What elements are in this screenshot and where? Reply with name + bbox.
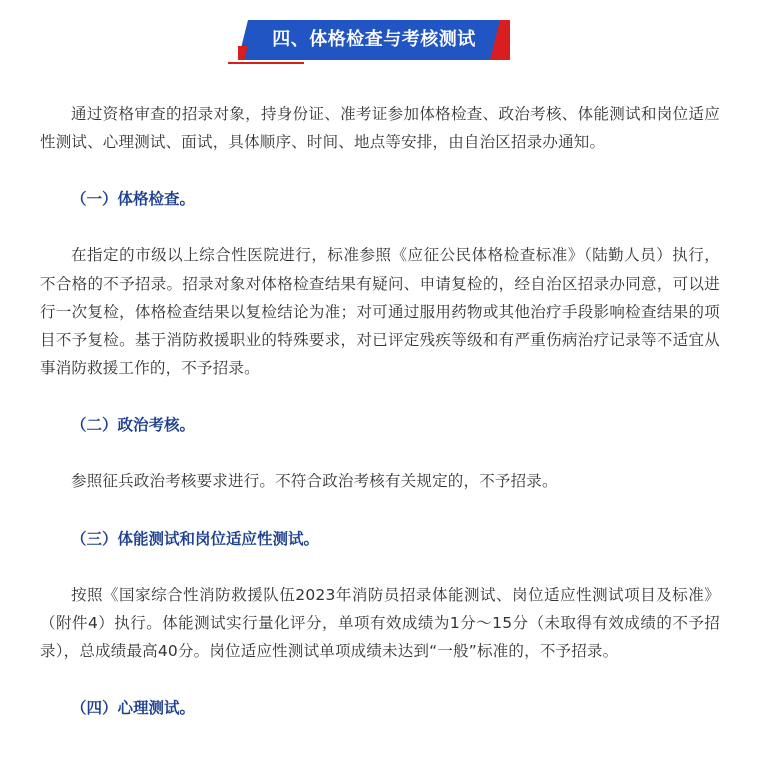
- section-banner: [238, 20, 510, 60]
- physical-exam-paragraph: 在指定的市级以上综合性医院进行，标准参照《应征公民体格检查标准》（陆勤人员）执行，不合格的不予招录。招录对象对体格检查结果有疑问、申请复检的，经自治区招录办同意，可以进行一次复检，体格检查结果以复检结论为准；对可通过服用药物或其他治疗手段影响检查结果的项目不予复检。基于消防救援职业的特殊要求，对已评定残疾等级和有严重伤病治疗记录等不适宜从事消防救援工作的，不予招录。: [40, 246, 720, 378]
- document-body: [40, 100, 720, 722]
- subsection-heading-fitness-test: （三）体能测试和岗位适应性测试。: [71, 529, 320, 548]
- intro-paragraph: 通过资格审查的招录对象，持身份证、准考证参加体格检查、政治考核、体能测试和岗位适应性测试、心理测试、面试，具体顺序、时间、地点等安排，由自治区招录办通知。: [40, 105, 720, 152]
- subsection-heading-psych-test: （四）心理测试。: [71, 699, 196, 718]
- subsection-heading-political-review: （二）政治考核。: [71, 416, 196, 435]
- fitness-test-paragraph: 按照《国家综合性消防救援队伍2023年消防员招录体能测试、岗位适应性测试项目及标准》（附件4）执行。体能测试实行量化评分，单项有效成绩为1分～15分（未取得有效成绩的不予招录），总成绩最高40分。岗位适应性测试单项成绩未达到“一般”标准的，不予招录。: [40, 585, 720, 661]
- subsection-heading-physical-exam: （一）体格检查。: [71, 190, 196, 209]
- banner-underline: [228, 62, 304, 64]
- political-review-paragraph: 参照征兵政治考核要求进行。不符合政治考核有关规定的，不予招录。: [71, 472, 558, 491]
- section-heading: 四、体格检查与考核测试: [272, 29, 476, 50]
